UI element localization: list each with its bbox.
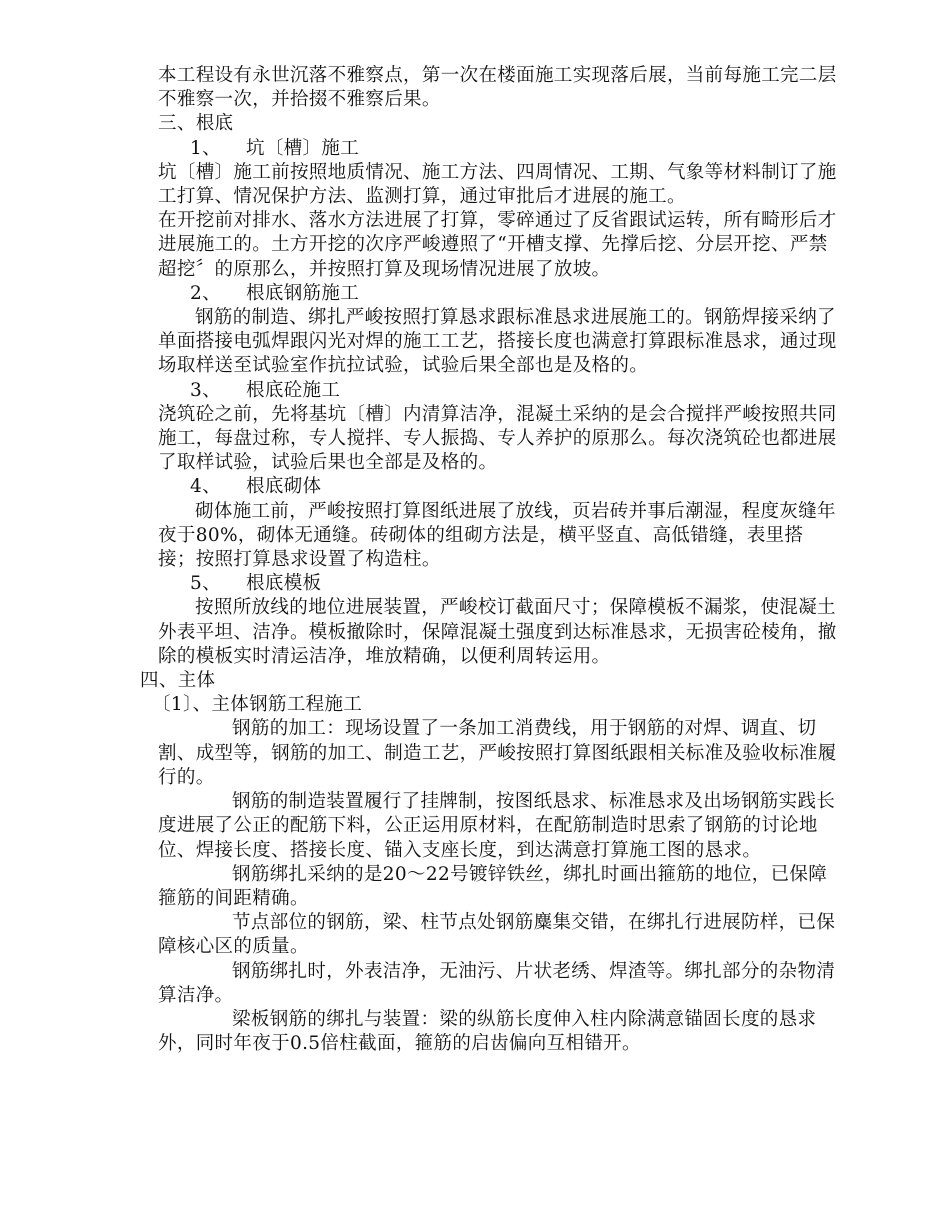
paragraph-3-1-b: 在开挖前对排水、落水方法进展了打算，零碎通过了反省跟试运转，所有畸形后才进展施工的。土方开挖的次序严峻遵照了“开槽支撑、先撑后挖、分层开挖、严禁超挖〞的原那么，并按照打算及现场情况进展了放坡。 bbox=[158, 210, 837, 280]
paragraph-3-1-a: 坑〔槽〕施工前按照地质情况、施工方法、四周情况、工期、气象等材料制订了施工打算、情况保护方法、监测打算，通过审批后才进展的施工。 bbox=[158, 161, 837, 208]
document-page bbox=[140, 64, 838, 1056]
subsection-3-2-heading bbox=[158, 282, 838, 306]
paragraph-4-1-e: 钢筋绑扎时，外表洁净，无油污、片状老绣、焊渣等。绑扎部分的杂物清算洁净。 bbox=[158, 960, 836, 1006]
paragraph-4-1-f: 梁板钢筋的绑扎与装置：梁的纵筋长度伸入柱内除满意锚固长度的恳求外，同时年夜于0.5倍柱截面，箍筋的启齿偏向互相错开。 bbox=[158, 1008, 817, 1055]
paragraph-3-2: 钢筋的制造、绑扎严峻按照打算恳求跟标准恳求进展施工的。钢筋焊接采纳了单面搭接电弧焊跟闪光对焊的施工工艺，搭接长度也满意打算跟标准恳求，通过现场取样送至试验室作抗拉试验，试验后果全部也是及格的。 bbox=[158, 307, 837, 377]
subsection-4-1-heading: 〔1〕、主体钢筋工程施工 bbox=[152, 694, 363, 716]
subsection-3-5-heading bbox=[158, 572, 838, 596]
paragraph-4-1-d: 节点部位的钢筋，梁、柱节点处钢筋麋集交错，在绑扎行进展防样，已保障核心区的质量。 bbox=[158, 912, 836, 958]
subsection-number: 1、 bbox=[190, 137, 221, 159]
subsection-3-1-heading bbox=[158, 137, 838, 161]
subsection-title: 根底砌体 bbox=[246, 476, 322, 498]
subsection-title: 坑〔槽〕施工 bbox=[246, 137, 360, 159]
section-3-heading: 三、根底 bbox=[158, 113, 234, 135]
subsection-number: 2、 bbox=[190, 282, 221, 304]
subsection-title: 根底砼施工 bbox=[246, 379, 341, 401]
subsection-3-3-heading bbox=[158, 379, 838, 403]
subsection-number: 4、 bbox=[190, 476, 221, 498]
paragraph-4-1-b: 钢筋的制造装置履行了挂牌制，按图纸恳求、标准恳求及出场钢筋实践长度进展了公正的配筋下料，公正运用原材料，在配筋制造时思索了钢筋的讨论地位、焊接长度、搭接长度、锚入支座长度，到达满意打算施工图的恳求。 bbox=[158, 791, 836, 861]
subsection-title: 根底模板 bbox=[246, 573, 322, 595]
subsection-number: 5、 bbox=[190, 573, 221, 595]
subsection-title: 根底钢筋施工 bbox=[246, 282, 360, 304]
paragraph-3-3: 浇筑砼之前，先将基坑〔槽〕内清算洁净，混凝土采纳的是会合搅拌严峻按照共同施工，每盘过称，专人搅拌、专人振捣、专人养护的原那么。每次浇筑砼也都进展了取样试验，试验后果也全部是及格的。 bbox=[158, 403, 837, 474]
paragraph-4-1-a: 钢筋的加工：现场设置了一条加工消费线，用于钢筋的对焊、调直、切割、成型等，钢筋的加工、制造工艺，严峻按照打算图纸跟相关标准及验收标准履行的。 bbox=[158, 718, 837, 788]
section-4-heading: 四、主体 bbox=[140, 670, 216, 692]
paragraph-3-4: 砌体施工前，严峻按照打算图纸进展了放线，页岩砖并事后潮湿，程度灰缝年夜于80%，砌体无通缝。砖砌体的组砌方法是，横平竖直、高低错缝，表里搭接；按照打算恳求设置了构造柱。 bbox=[158, 500, 836, 571]
subsection-3-4-heading bbox=[158, 475, 838, 499]
paragraph-3-5: 按照所放线的地位进展装置，严峻校订截面尺寸；保障模板不漏浆，使混凝土外表平坦、洁净。模板撤除时，保障混凝土强度到达标准恳求，无损害砼棱角，撤除的模板实时清运洁净，堆放精确，以便利周转运用。 bbox=[158, 597, 837, 667]
paragraph-4-1-c: 钢筋绑扎采纳的是20～22号镀锌铁丝，绑扎时画出箍筋的地位，已保障箍筋的间距精确。 bbox=[158, 863, 828, 909]
paragraph-intro: 本工程设有永世沉落不雅察点，第一次在楼面施工实现落后展，当前每施工完二层不雅察一次，并拾掇不雅察后果。 bbox=[158, 65, 837, 111]
subsection-number: 3、 bbox=[190, 379, 221, 401]
